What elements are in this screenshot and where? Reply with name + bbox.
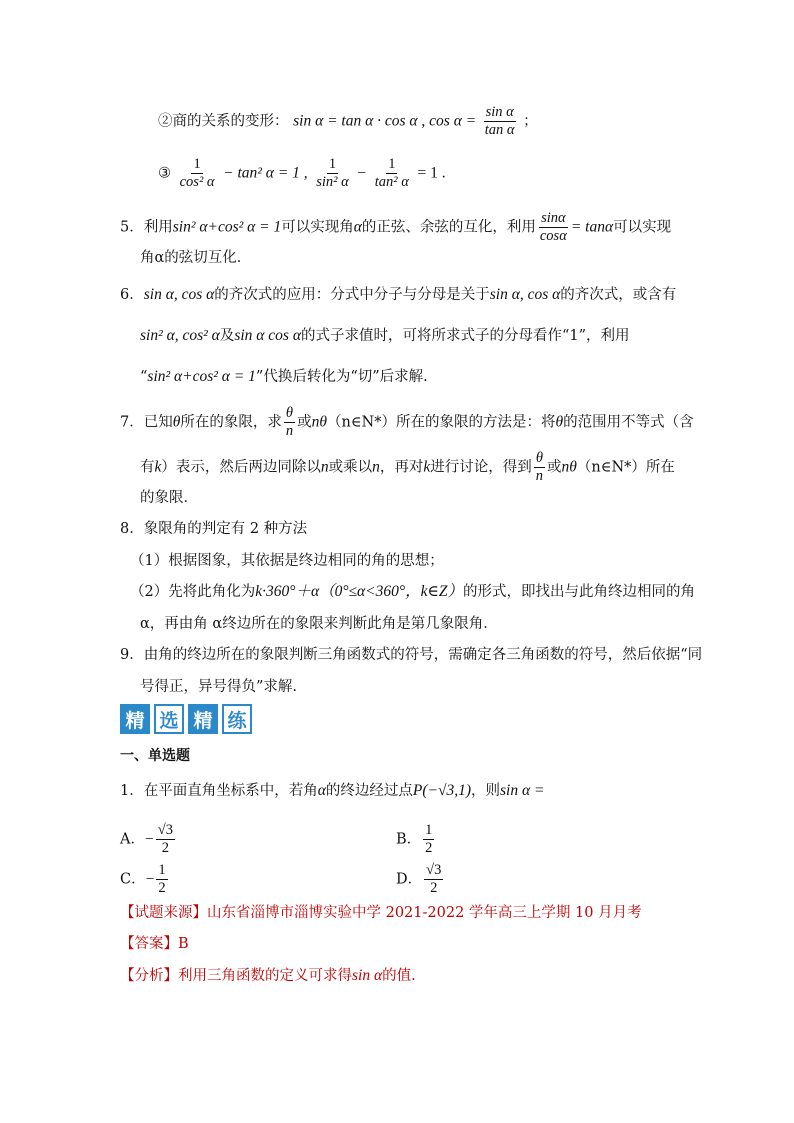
point-8-line-1: 8．象限角的判定有 2 种方法 bbox=[120, 521, 308, 537]
badge-char-1: 精 bbox=[120, 704, 150, 734]
point-7-text: 或 bbox=[297, 414, 312, 431]
point-7-formula: nθ bbox=[561, 458, 577, 476]
point-7-text: （n∈N*）所在 bbox=[576, 459, 675, 476]
identity-pythag-mid: − tan² α = 1 , bbox=[223, 164, 308, 182]
fraction-numerator: θ bbox=[285, 405, 294, 421]
point-5-formula: sin² α+cos² α = 1 bbox=[172, 218, 282, 236]
point-6-text: 的齐次式的应用：分式中分子与分母是关于 bbox=[214, 287, 490, 303]
fraction-theta-over-n bbox=[534, 450, 545, 485]
identity-quotient-label: ②商的关系的变形： bbox=[158, 113, 289, 130]
option-label: C． bbox=[120, 871, 146, 888]
badge-char-2: 选 bbox=[154, 704, 184, 734]
option-sign: − bbox=[144, 830, 154, 848]
point-7-text: 7．已知 bbox=[120, 414, 173, 431]
fraction-numerator: θ bbox=[535, 450, 543, 466]
point-7-text: 所在的象限，求 bbox=[180, 414, 282, 431]
option-d[interactable] bbox=[396, 862, 445, 897]
fraction-denominator: sin² α bbox=[316, 174, 349, 190]
option-c[interactable] bbox=[120, 862, 170, 897]
minus-sign: − bbox=[357, 164, 367, 182]
fraction-numerator: √3 bbox=[157, 822, 173, 838]
fraction-numerator: √3 bbox=[426, 862, 442, 878]
option-fraction bbox=[423, 822, 434, 857]
point-6-text: ”代换后转化为“切”后求解. bbox=[255, 369, 428, 385]
section-title: 一、单选题 bbox=[120, 748, 190, 764]
identity-quotient-line bbox=[158, 104, 538, 139]
point-6-text: 6． bbox=[120, 287, 144, 303]
identity-pythag-end: = 1 . bbox=[417, 164, 446, 182]
point-7-formula: nθ bbox=[311, 413, 327, 431]
option-label: A． bbox=[120, 831, 145, 848]
question-answer: 【答案】B bbox=[120, 936, 189, 952]
fraction-numerator: 1 bbox=[425, 822, 433, 838]
point-7-text: ）表示，然后两边同除以 bbox=[161, 459, 321, 476]
point-7-text: 进行讨论，得到 bbox=[430, 459, 532, 476]
point-8-line-4: α，再由角 α终边所在的象限来判断此角是第几象限角． bbox=[140, 616, 498, 632]
fraction-1-over-tan2 bbox=[373, 156, 411, 191]
point-6-line-3 bbox=[140, 366, 428, 388]
point-5-line-2: 角α的弦切互化． bbox=[140, 250, 252, 266]
question-text: 1．在平面直角坐标系中，若角 bbox=[120, 783, 318, 799]
point-8-line-2: （1）根据图象，其依据是终边相同的角的思想； bbox=[130, 553, 444, 569]
fraction-denominator: tan α bbox=[484, 122, 515, 138]
point-6-line-1 bbox=[120, 284, 676, 306]
fraction-denominator: 2 bbox=[158, 880, 166, 896]
fraction-numerator: 1 bbox=[193, 156, 201, 172]
question-source: 【试题来源】山东省淄博市淄博实验中学 2021-2022 学年高三上学期 10 月月考 bbox=[120, 905, 642, 921]
analysis-text: 的值. bbox=[382, 968, 416, 984]
point-5-text: 的正弦、余弦的互化，利用 bbox=[361, 219, 536, 236]
identity-pythag-line bbox=[158, 156, 446, 191]
question-analysis bbox=[120, 965, 416, 987]
point-6-text: 的式子求值时，可将所求式子的分母看作“1”，利用 bbox=[300, 328, 630, 344]
practice-badge bbox=[120, 704, 252, 734]
point-6-formula: sin² α, cos² α bbox=[140, 327, 220, 344]
option-a[interactable] bbox=[120, 822, 177, 857]
point-7-text: 或 bbox=[547, 459, 562, 476]
fraction-denominator: 2 bbox=[161, 840, 169, 856]
analysis-formula: sin α bbox=[352, 967, 383, 984]
point-6-formula: sin α, cos α bbox=[143, 286, 215, 303]
fraction-denominator: n bbox=[535, 468, 544, 484]
fraction-numerator: sinα bbox=[541, 210, 566, 226]
point-6-line-2 bbox=[140, 325, 630, 347]
identity-pythag-label: ③ bbox=[158, 165, 171, 182]
n-symbol: n bbox=[372, 458, 380, 476]
point-9-line-2: 号得正，异号得负”求解. bbox=[140, 679, 298, 695]
option-fraction bbox=[156, 862, 167, 897]
point-7-text: 或乘以 bbox=[328, 459, 373, 476]
fraction-denominator: 2 bbox=[430, 880, 438, 896]
point-7-line-2 bbox=[140, 450, 675, 485]
point-5-text: 可以实现角 bbox=[281, 219, 354, 236]
analysis-text: 【分析】利用三角函数的定义可求得 bbox=[120, 968, 352, 984]
option-fraction bbox=[424, 862, 443, 897]
identity-quotient-end: ； bbox=[523, 113, 538, 130]
badge-char-4: 练 bbox=[222, 704, 252, 734]
fraction-1-over-cos2 bbox=[178, 156, 217, 191]
point-6-text: “ bbox=[140, 369, 148, 385]
point-6-text: 的齐次式，或含有 bbox=[560, 287, 677, 303]
question-formula: sin α = bbox=[500, 782, 545, 799]
point-6-formula: sin α cos α bbox=[234, 327, 301, 344]
question-text: 的终边经过点 bbox=[325, 783, 413, 799]
fraction-numerator: 1 bbox=[388, 156, 396, 172]
fraction-denominator: cos² α bbox=[179, 174, 215, 190]
question-text: ，则 bbox=[471, 783, 501, 799]
fraction-denominator: cosα bbox=[539, 228, 567, 244]
fraction-denominator: n bbox=[285, 423, 294, 439]
point-5-text: 5．利用 bbox=[120, 219, 173, 236]
fraction-1-over-sin2 bbox=[314, 156, 351, 191]
point-8-text: 的形式，即找出与此角终边相同的角 bbox=[463, 584, 696, 600]
fraction-numerator: sin α bbox=[485, 104, 514, 120]
fraction-sin-over-cos bbox=[538, 210, 569, 245]
point-8-line-3 bbox=[130, 581, 695, 603]
option-sign: − bbox=[145, 870, 155, 888]
point-6-formula: sin α, cos α bbox=[489, 286, 561, 303]
point-7-text: 有 bbox=[140, 459, 155, 476]
point-8-formula: k·360°＋α（0°≤α<360°，k∈Z） bbox=[255, 583, 464, 600]
point-5-line-1 bbox=[120, 210, 671, 245]
alpha-symbol: α bbox=[353, 218, 362, 236]
n-symbol: n bbox=[320, 458, 329, 476]
question-stem bbox=[120, 780, 544, 802]
point-coordinates: P(−√3,1) bbox=[412, 782, 472, 799]
k-symbol: k bbox=[423, 458, 431, 476]
fraction-denominator: 2 bbox=[425, 840, 433, 856]
k-symbol: k bbox=[154, 458, 162, 476]
fraction-denominator: tan² α bbox=[374, 174, 409, 190]
theta-symbol: θ bbox=[555, 413, 564, 431]
point-5-formula: = tanα bbox=[570, 218, 614, 236]
point-6-formula: sin² α+cos² α = 1 bbox=[147, 368, 256, 385]
point-6-text: 及 bbox=[219, 328, 235, 344]
point-7-text: （n∈N*）所在的象限的方法是：将 bbox=[326, 414, 556, 431]
fraction-numerator: 1 bbox=[158, 862, 166, 878]
identity-quotient-fraction bbox=[483, 104, 517, 139]
option-label: D． bbox=[396, 871, 423, 888]
fraction-numerator: 1 bbox=[328, 156, 337, 172]
identity-quotient-eq: sin α = tan α · cos α , cos α = bbox=[293, 112, 477, 130]
point-7-text: 的范围用不等式（含 bbox=[563, 414, 694, 431]
point-7-line-1 bbox=[120, 405, 694, 440]
alpha-symbol: α bbox=[317, 782, 326, 799]
option-label: B． bbox=[396, 831, 422, 848]
theta-symbol: θ bbox=[172, 413, 181, 431]
point-5-text: 可以实现 bbox=[613, 219, 672, 236]
fraction-theta-over-n bbox=[284, 405, 295, 440]
point-7-line-3: 的象限． bbox=[140, 490, 198, 506]
point-8-text: （2）先将此角化为 bbox=[130, 584, 256, 600]
badge-char-3: 精 bbox=[188, 704, 218, 734]
point-9-line-1: 9．由角的终边所在的象限判断三角函数式的符号，需确定各三角函数的符号，然后依据“同 bbox=[120, 647, 703, 663]
point-7-text: ，再对 bbox=[379, 459, 424, 476]
option-fraction bbox=[156, 822, 175, 857]
option-b[interactable] bbox=[396, 822, 436, 857]
